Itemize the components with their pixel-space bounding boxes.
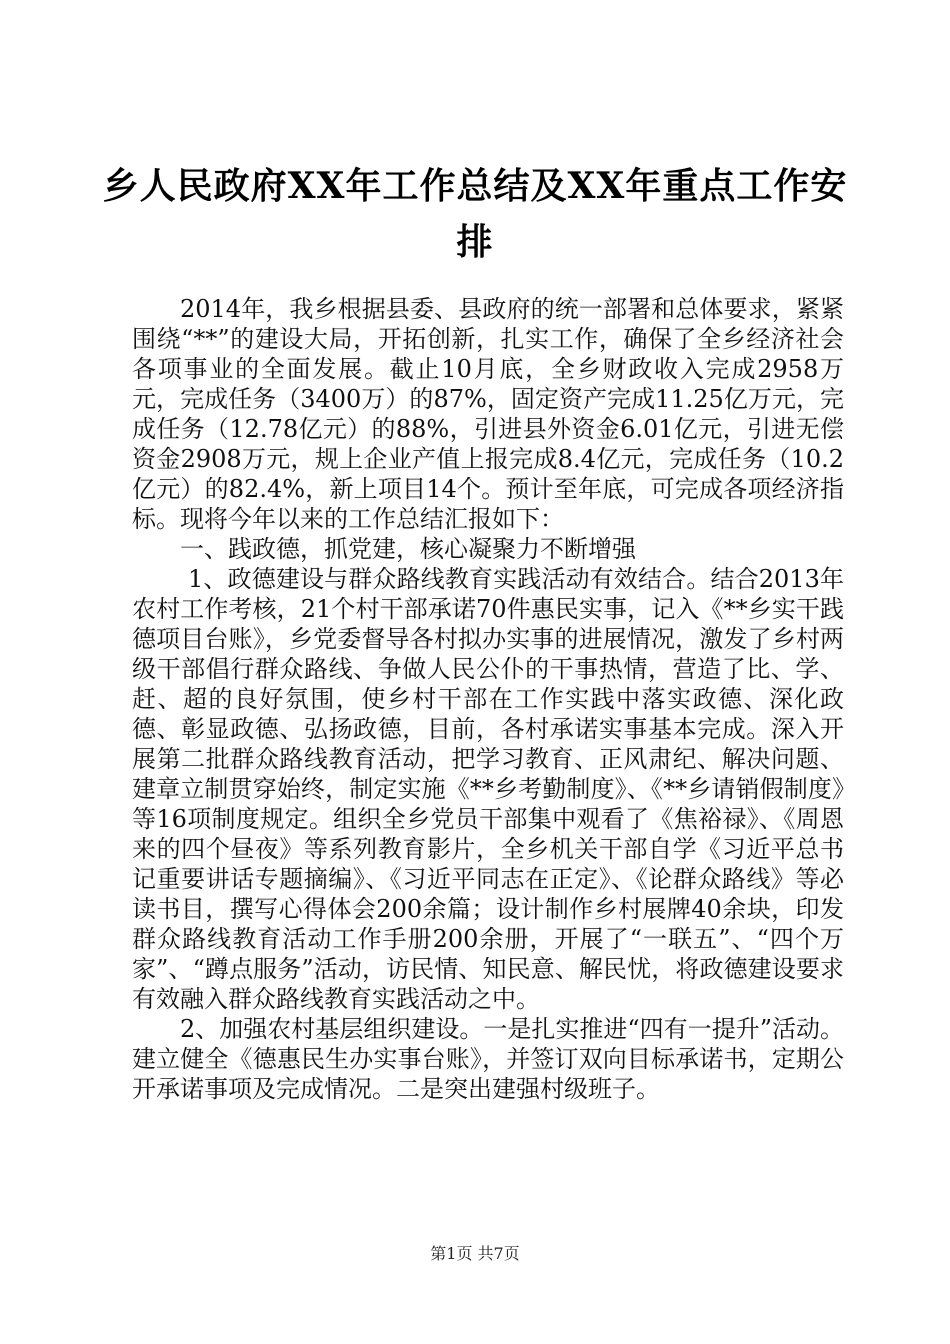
- document-body: [132, 294, 844, 1104]
- paragraph-intro: 2014年，我乡根据县委、县政府的统一部署和总体要求，紧紧围绕“**”的建设大局，开拓创新，扎实工作，确保了全乡经济社会各项事业的全面发展。截止10月底，全乡财政收入完成2958万元，完成任务（3400万）的87%，固定资产完成11.25亿万元，完成任务（12.78亿元）的88%，引进县外资金6.01亿元，引进无偿资金2908万元，规上企业产值上报完成8.4亿元，完成任务（10.2亿元）的82.4%，新上项目14个。预计至年底，可完成各项经济指标。现将今年以来的工作总结汇报如下：: [132, 295, 844, 533]
- paragraph-item-1: 1、政德建设与群众路线教育实践活动有效结合。结合2013年农村工作考核，21个村干部承诺70件惠民实事，记入《**乡实干践德项目台账》，乡党委督导各村拟办实事的进展情况，激发了乡村两级干部倡行群众路线、争做人民公仆的干事热情，营造了比、学、赶、超的良好氛围，使乡村干部在工作实践中落实政德、深化政德、彰显政德、弘扬政德，目前，各村承诺实事基本完成。深入开展第二批群众路线教育活动，把学习教育、正风肃纪、解决问题、建章立制贯穿始终，制定实施《**乡考勤制度》、《**乡请销假制度》等16项制度规定。组织全乡党员干部集中观看了《焦裕禄》、《周恩来的四个昼夜》等系列教育影片，全乡机关干部自学《习近平总书记重要讲话专题摘编》、《习近平同志在正定》、《论群众路线》等必读书目，撰写心得体会200余篇；设计制作乡村展牌40余块，印发群众路线教育活动工作手册200余册，开展了“一联五”、“四个万家”、“蹲点服务”活动，访民情、知民意、解民忧，将政德建设要求有效融入群众路线教育实践活动之中。: [132, 565, 844, 1013]
- section-heading-1: 一、践政德，抓党建，核心凝聚力不断增强: [180, 535, 636, 563]
- paragraph-item-2: 2、加强农村基层组织建设。一是扎实推进“四有一提升”活动。建立健全《德惠民生办实事台账》，并签订双向目标承诺书，定期公开承诺事项及完成情况。二是突出建强村级班子。: [132, 1015, 844, 1103]
- document-title: 乡人民政府XX年工作总结及XX年重点工作安排: [102, 165, 848, 263]
- page-number-footer: 第1页 共7页: [430, 1244, 520, 1263]
